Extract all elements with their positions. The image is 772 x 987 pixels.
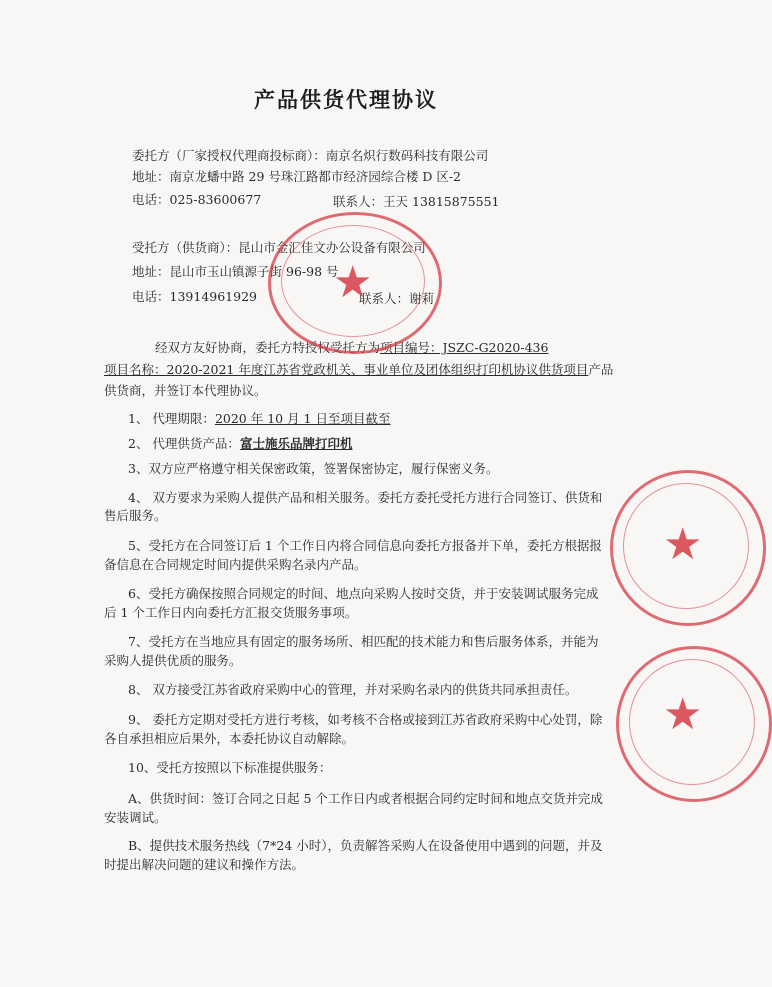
agent-address-label: 地址：: [132, 264, 170, 279]
clause-5-line-1: 5、受托方在合同签订后 1 个工作日内将合同信息向委托方报备并下单，委托方根据报: [128, 538, 602, 553]
agent-phone-line: [132, 289, 257, 305]
client-phone-label: 电话：: [132, 192, 170, 207]
clause-10: 10、受托方按照以下标准提供服务：: [128, 760, 332, 775]
clause-a-line-2: 安装调试。: [104, 810, 167, 825]
client-address-line: [132, 169, 461, 185]
clause-2-label: 2、 代理供货产品：: [128, 436, 240, 451]
clause-3: 3、双方应严格遵守相关保密政策，签署保密协定，履行保密义务。: [128, 461, 499, 476]
clause-7-line-2: 采购人提供优质的服务。: [104, 653, 242, 668]
clause-9-line-2: 各自承担相应后果外，本委托协议自动解除。: [104, 731, 355, 746]
client-line: [132, 148, 488, 164]
intro-line-3: 供货商，并签订本代理协议。: [104, 383, 267, 398]
clause-5-line-2: 备信息在合同规定时间内提供采购名录内产品。: [104, 557, 367, 572]
clause-6-line-2: 后 1 个工作日内向委托方汇报交货服务事项。: [104, 605, 358, 620]
project-number: 项目编号：JSZC-G2020-436: [380, 340, 549, 355]
agent-contact-label: 联系人：: [359, 291, 410, 306]
seal-star-icon: ★: [663, 689, 703, 740]
clause-9-line-1: 9、 委托方定期对受托方进行考核，如考核不合格或接到江苏省政府采购中心处罚，除: [128, 712, 603, 727]
seal-star-icon: ★: [663, 519, 703, 570]
clause-6-line-1: 6、受托方确保按照合同规定的时间、地点向采购人按时交货，并于安装调试服务完成: [128, 586, 599, 601]
agent-label: 受托方（供货商）：: [132, 240, 239, 255]
edge-seal-top: [610, 470, 766, 626]
agent-company-seal: [268, 212, 442, 354]
client-phone: 025-83600677: [169, 192, 262, 207]
clause-8: 8、 双方接受江苏省政府采购中心的管理，并对采购名录内的供货共同承担责任。: [128, 682, 578, 697]
agent-name: 昆山市金汇佳文办公设备有限公司: [238, 240, 426, 255]
agency-product: 富士施乐品牌打印机: [239, 436, 353, 451]
seal-star-icon: ★: [333, 257, 373, 308]
client-contact-line: [333, 194, 499, 210]
project-name: 项目名称：2020-2021 年度江苏省党政机关、事业单位及团体组织打印机协议供货项目: [104, 362, 589, 377]
agent-address: 昆山市玉山镇源子街 96-98 号: [169, 264, 339, 279]
intro-text: 经双方友好协商，委托方特授权受托方为: [155, 340, 381, 355]
clause-2: [128, 436, 352, 452]
client-name: 南京名炽行数码科技有限公司: [325, 148, 489, 163]
clause-a-line-1: A、供货时间：签订合同之日起 5 个工作日内或者根据合同约定时间和地点交货并完成: [128, 791, 603, 806]
clause-1: [128, 411, 390, 427]
page-title: 产品供货代理协议: [254, 87, 438, 112]
edge-seal-bottom: [616, 646, 772, 802]
client-address: 南京龙蟠中路 29 号珠江路都市经济园综合楼 D 区-2: [169, 169, 462, 184]
clause-b-line-2: 时提出解决问题的建议和操作方法。: [104, 857, 305, 872]
clause-7-line-1: 7、受托方在当地应具有固定的服务场所、相匹配的技术能力和售后服务体系，并能为: [128, 634, 599, 649]
clause-1-label: 1、 代理期限：: [128, 411, 215, 426]
client-address-label: 地址：: [132, 169, 170, 184]
agent-phone: 13914961929: [169, 289, 257, 304]
intro-product: 产品: [588, 362, 614, 377]
clause-4-line-1: 4、 双方要求为采购人提供产品和相关服务。委托方委托受托方进行合同签订、供货和: [128, 490, 603, 505]
clause-b-line-1: B、提供技术服务热线（7*24 小时），负责解答采购人在设备使用中遇到的问题，并及: [128, 838, 603, 853]
clause-4-line-2: 售后服务。: [104, 508, 167, 523]
agent-phone-label: 电话：: [132, 289, 170, 304]
intro-line-2: [104, 362, 613, 378]
client-label: 委托方（厂家授权代理商投标商）：: [132, 148, 326, 163]
agent-contact: 谢莉: [409, 291, 435, 306]
agency-period: 2020 年 10 月 1 日至项目截至: [214, 411, 391, 426]
client-contact: 王天 13815875551: [383, 194, 500, 209]
client-contact-label: 联系人：: [333, 194, 384, 209]
client-phone-line: [132, 192, 261, 208]
